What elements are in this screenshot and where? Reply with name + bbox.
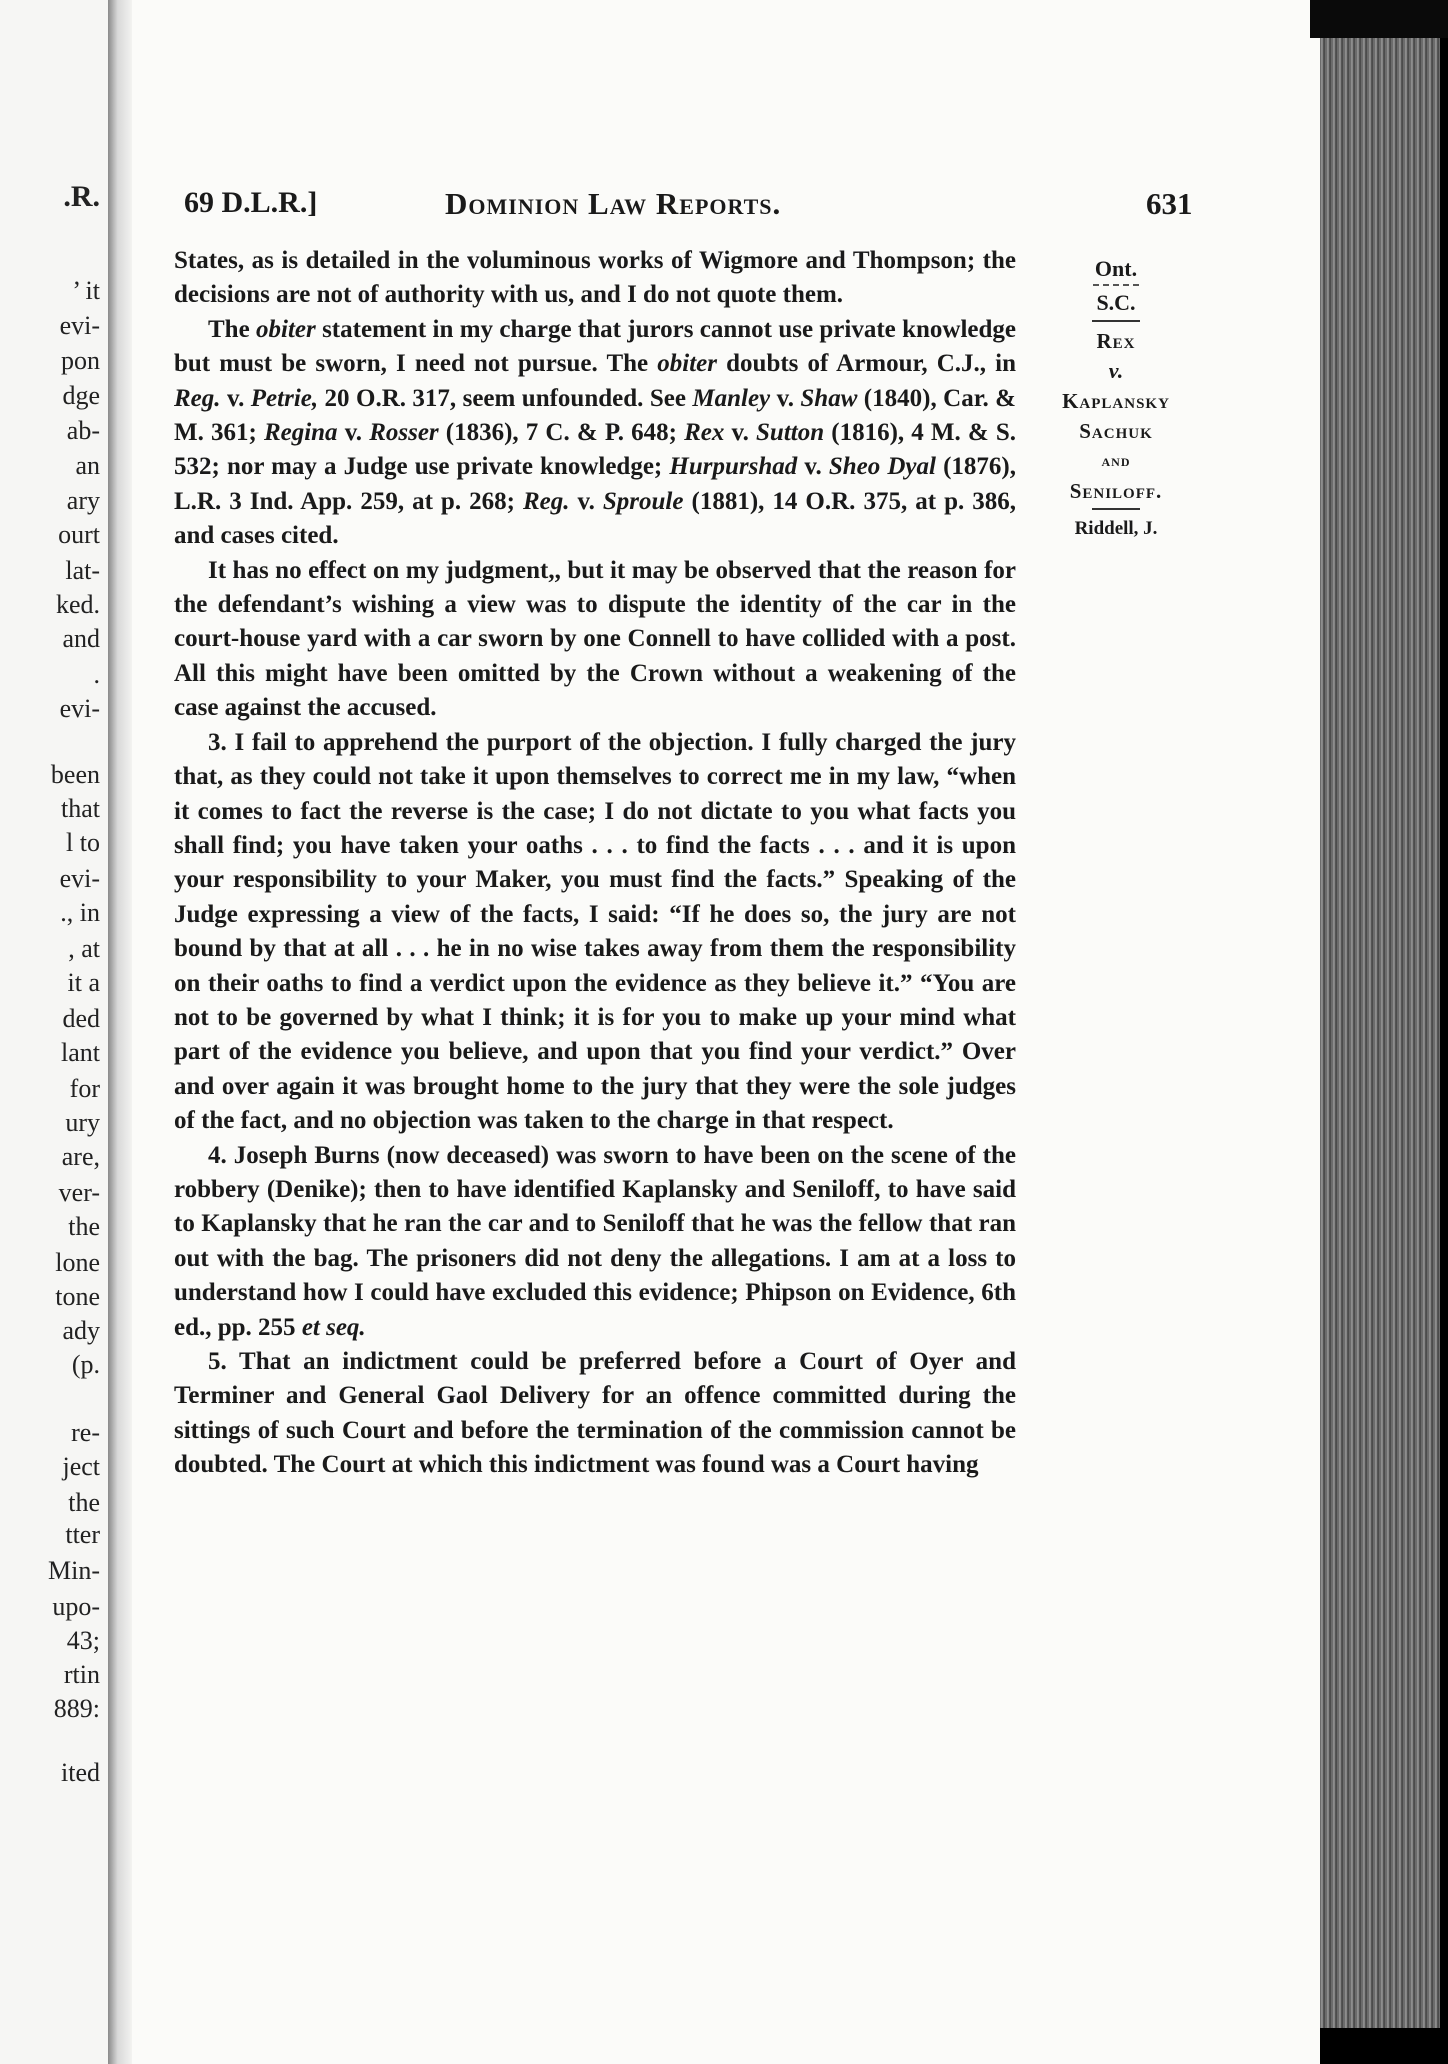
text-run: 20 O.R. 317, seem unfounded. See xyxy=(318,384,693,412)
facing-page-text-fragment: ., in xyxy=(60,898,100,927)
facing-page-text-fragment: the xyxy=(68,1488,100,1517)
text-run: (1840), Car. & M. 361; xyxy=(174,384,1017,447)
case-party: Sachuk xyxy=(1079,419,1153,443)
facing-page-text-fragment: (p. xyxy=(71,1350,100,1379)
case-name: Rex xyxy=(684,419,725,447)
facing-page-text-fragment: ourt xyxy=(58,520,100,549)
case-name: Manley xyxy=(692,384,771,412)
facing-page-text-fragment: ked. xyxy=(55,590,100,619)
facing-page-text-fragment: lone xyxy=(55,1248,100,1277)
facing-page-text-fragment: ver- xyxy=(58,1178,100,1207)
margin-note xyxy=(1030,254,1202,544)
facing-page-text-fragment: been xyxy=(50,760,100,789)
margin-divider xyxy=(1092,320,1140,322)
facing-page-text-fragment: evi- xyxy=(59,864,100,893)
facing-page-text-fragment: pon xyxy=(61,346,100,375)
paragraph: 5. That an indictment could be preferred before a Court of Oyer and Terminer and General Gaol Delivery for an offence committed during the sittings of such Court and before the termination of the commission cannot be doubted. The Court at which this indictment was found was a Court having xyxy=(174,1348,1016,1479)
text-run: doubts of Armour, C.J., in xyxy=(717,350,1016,378)
margin-province: Ont. xyxy=(1094,256,1138,281)
text-run: v. xyxy=(770,384,801,412)
facing-page-text-fragment: ury xyxy=(65,1108,100,1137)
facing-page-text-fragment: ject xyxy=(62,1452,100,1481)
facing-page-text-fragment: ary xyxy=(66,486,100,515)
facing-page-text-fragment: dge xyxy=(62,381,100,410)
case-name: Petrie, xyxy=(250,384,319,412)
italic-term: obiter xyxy=(657,350,717,378)
facing-page-text-fragment: that xyxy=(61,794,100,823)
facing-page-text-fragment: .R. xyxy=(63,180,100,213)
case-name: Hurpurshad xyxy=(669,453,798,481)
text-run: (1836), 7 C. & P. 648; xyxy=(438,419,685,447)
paragraph: States, as is detailed in the voluminous works of Wigmore and Thompson; the decisions are not of authority with us, and I do not quote them. xyxy=(174,247,1016,309)
case-name: Sproule xyxy=(602,487,684,515)
case-name: Regina xyxy=(263,419,338,447)
italic-term: obiter xyxy=(256,315,316,343)
facing-page-text-fragment: it a xyxy=(67,968,100,997)
body-text xyxy=(174,244,1016,1483)
text-run: The xyxy=(208,315,257,343)
facing-page-text-fragment: an xyxy=(75,451,100,480)
case-name: Reg. xyxy=(522,487,570,515)
text-run: v. xyxy=(337,419,370,447)
facing-page-text-fragment: lant xyxy=(61,1038,100,1067)
paragraph xyxy=(174,313,1016,554)
facing-page-text-fragment: ’ it xyxy=(72,276,100,305)
text-run: (1876), L.R. 3 Ind. App. 259, at p. 268; xyxy=(174,453,1017,515)
facing-page-text-fragment: ited xyxy=(61,1758,100,1787)
facing-page-text-fragment: and xyxy=(62,624,100,653)
journal-title: Dominion Law Reports. xyxy=(445,186,782,221)
facing-page-text-fragment: evi- xyxy=(59,311,100,340)
case-name: Sutton xyxy=(756,419,825,447)
facing-page-text-fragment: the xyxy=(68,1212,100,1241)
text-run: v. xyxy=(797,453,829,481)
page-gutter xyxy=(108,0,132,2064)
text-run: (1816), 4 M. & S. 532; nor may a Judge use private knowledge; xyxy=(174,419,1016,481)
case-party: Kaplansky xyxy=(1062,389,1170,413)
italic-term: et seq. xyxy=(301,1313,366,1341)
facing-page-text-fragment: are, xyxy=(61,1142,100,1171)
facing-page-text-fragment: lat- xyxy=(65,556,100,585)
facing-page-text-fragment: re- xyxy=(71,1418,100,1447)
facing-page-text-fragment: 889: xyxy=(53,1694,100,1723)
text-run: v. xyxy=(569,487,603,515)
text-run: 4. Joseph Burns (now deceased) was sworn to have been on the scene of the robbery (Denike); then to have identified Kaplansky and Seniloff, to have said to Kaplansky that he ran the car and to Seniloff that he was the fellow that ran out with the bag. The prisoners did not deny the allegations. I am at a loss to understand how I could have excluded this evidence; Phipson on Evidence, 6th ed., pp. 255 xyxy=(174,1141,1016,1341)
facing-page-text-fragment: l to xyxy=(66,828,100,857)
paragraph: It has no effect on my judgment,, but it may be observed that the reason for the defendant’s wishing a view was to dispute the identity of the car in the court-house yard with a car sworn by one Connell to have collided with a post. All this might have been omitted by the Crown without a weakening of the case against the accused. xyxy=(174,556,1016,722)
case-name: Shaw xyxy=(800,384,858,412)
facing-page-text-fragment: rtin xyxy=(63,1660,100,1689)
margin-divider xyxy=(1092,508,1140,510)
judge-name: Riddell, J. xyxy=(1074,518,1158,539)
facing-page-text-fragment: ady xyxy=(62,1316,100,1345)
case-name: Sheo Dyal xyxy=(828,453,936,481)
facing-page-text-fragment: tter xyxy=(65,1520,100,1549)
case-party: Seniloff. xyxy=(1069,479,1163,503)
case-versus: v. xyxy=(1108,358,1124,383)
paragraph: 3. I fail to apprehend the purport of the objection. I fully charged the jury that, as they could not take it upon themselves to correct me in my law, “when it comes to fact the reverse is the case; I do not dictate to you what facts you shall find; you have taken your oaths . . . to find the facts . . . and it is upon your responsibility to your Maker, you must find the facts.” Speaking of the Judge expressing a view of the facts, I said: “If he does so, the jury are not bound by that at all . . . he in no wise takes away from them the responsibility on their oaths to find a verdict upon the evidence as they believe it.” “You are not to be governed by what I think; it is for you to make up your mind what part of the evidence you believe, and upon that you find your verdict.” Over and over again it was brought home to the jury that they were the sole judges of the fact, and no objection was taken to the charge in that respect. xyxy=(174,728,1016,1135)
facing-page-text-fragment: for xyxy=(69,1074,100,1103)
text-run: (1881), 14 O.R. 375, at p. 386, and cases cited. xyxy=(174,487,1016,550)
margin-divider xyxy=(1093,284,1139,286)
case-name: Reg. xyxy=(174,384,221,412)
facing-page-text-fragment: ded xyxy=(62,1004,100,1033)
text-run: v. xyxy=(220,384,251,412)
case-and: and xyxy=(1101,451,1131,470)
facing-page-text-fragment: 43; xyxy=(66,1626,100,1655)
case-party: Rex xyxy=(1096,329,1136,353)
facing-page-fragment xyxy=(0,0,108,2064)
margin-court: S.C. xyxy=(1096,290,1136,315)
facing-page-text-fragment: Min- xyxy=(48,1556,100,1585)
facing-page-text-fragment: , at xyxy=(68,934,100,963)
facing-page-text-fragment: evi- xyxy=(59,694,100,723)
volume-reference: 69 D.L.R.] xyxy=(184,186,318,219)
case-name: Rosser xyxy=(369,419,439,447)
paragraph xyxy=(174,1139,1016,1345)
facing-page-text-fragment: . xyxy=(93,660,100,689)
facing-page-text-fragment: ab- xyxy=(66,416,100,445)
facing-page-text-fragment: upo- xyxy=(52,1592,100,1621)
text-run: statement in my charge that jurors cannot use private knowledge but must be sworn, I need not pursue. The xyxy=(174,315,1016,378)
facing-page-text-fragment: tone xyxy=(55,1282,100,1311)
page-number: 631 xyxy=(1146,186,1193,221)
text-run: v. xyxy=(724,419,757,447)
page-edges xyxy=(1320,38,1440,2028)
page-edges-top xyxy=(1310,0,1448,38)
